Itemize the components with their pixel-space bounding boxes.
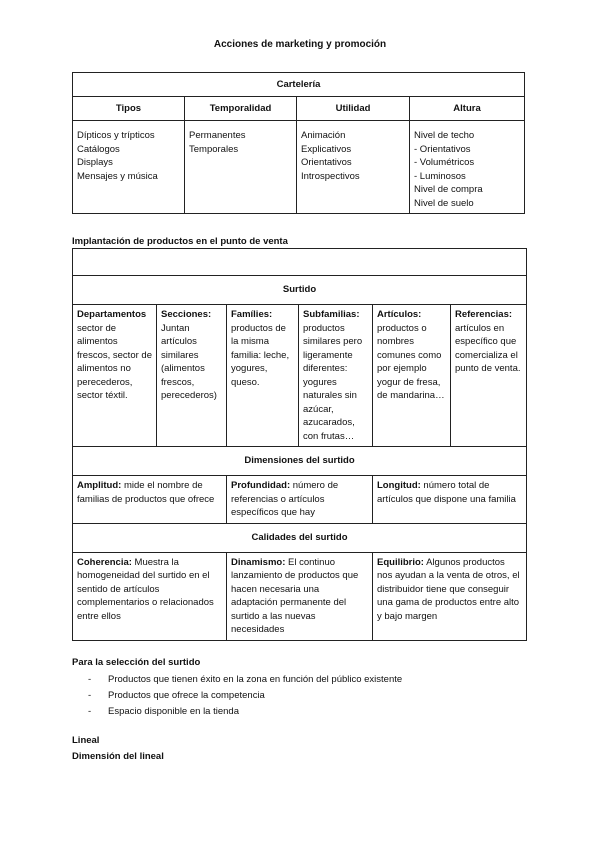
cell-line: Displays [77,157,113,168]
cell-desc: productos similares pero ligeramente diferentes: yogures naturales sin azúcar, azucarados, con frutas… [303,322,363,442]
surtido-cell [451,305,527,447]
surtido-cell [73,305,157,447]
cell-desc: número de referencias o artículos específicos que hay [231,480,339,518]
cell-line: - Volumétricos [414,157,475,168]
cell-term: Equilibrio: [377,556,424,568]
cell-line: Nivel de suelo [414,197,474,209]
cell-line: Animación [301,130,346,141]
altura-cell [410,121,525,214]
cell-term: Coherencia: [77,556,132,568]
cell-line: Temporales [189,143,239,155]
cell-desc: artículos en específico que comercializa el punto de venta. [455,322,521,374]
tipos-cell [73,121,185,214]
temporalidad-cell [185,121,297,214]
cell-term: Subfamilias: [303,309,360,320]
lineal-subtitle: Dimensión del lineal [72,751,164,762]
cell-desc: Muestra la homogeneidad del surtido en el sentido de artículos complementarios o relacionados entre ellos [77,556,214,622]
cell-desc: El continuo lanzamiento de productos que hacen necesaria una adaptación permanente del surtido a las nuevas necesidades [231,556,359,635]
cell-term: Longitud: [377,480,421,491]
cell-line: Nivel de compra [414,184,483,195]
surtido-cell [157,305,227,447]
calidad-cell [227,552,373,640]
surtido-cell [227,305,299,447]
cell-desc: Algunos productos nos ayudan a la venta de otros, el distribuidor tiene que conseguir una gama de productos entre alto y bajo margen [377,556,520,622]
calidades-header: Calidades del surtido [73,523,527,552]
dimension-cell [227,476,373,524]
dimensiones-header: Dimensiones del surtido [73,447,527,476]
cell-desc: productos de la misma familia: leche, yogures, queso. [231,322,290,388]
surtido-table [72,248,527,641]
lineal-section [72,733,164,765]
surtido-cell [299,305,373,447]
cell-line: Explicativos [301,143,352,155]
cell-line: Catálogos [77,143,120,155]
document-title: Acciones de marketing y promoción [213,39,387,50]
calidad-cell [73,552,227,640]
column-header-temporalidad: Temporalidad [185,97,297,121]
cell-term: Referencias: [455,309,513,320]
seleccion-list [72,672,402,720]
surtido-cell [373,305,451,447]
cell-line: - Luminosos [414,170,466,182]
utilidad-cell [297,121,410,214]
list-item: - Espacio disponible en la tienda [72,704,402,720]
cell-desc: número total de artículos que dispone una familia [377,480,516,505]
seleccion-title: Para la selección del surtido [72,657,201,668]
cell-line: Orientativos [301,157,352,168]
cell-term: Amplitud: [77,480,122,491]
cell-desc: mide el nombre de familias de productos que ofrece [77,480,215,505]
cell-desc: productos o nombres comunes como por ejemplo yogur de fresa, de mandarina… [377,322,445,401]
cell-term: Departamentos [77,309,147,320]
column-header-utilidad: Utilidad [297,97,410,121]
seleccion-section [72,656,402,720]
cell-term: Secciones: [161,309,212,320]
column-header-tipos: Tipos [73,97,185,121]
dimension-cell [73,476,227,524]
calidad-cell [373,552,527,640]
carteleria-header: Cartelería [73,73,525,97]
empty-row [73,249,527,276]
implantacion-label: Implantación de productos en el punto de venta [72,236,288,247]
cell-desc: Juntan artículos similares (alimentos frescos, perecederos) [161,322,217,401]
cell-line: Nivel de techo [414,130,475,141]
cell-term: Artículos: [377,309,422,320]
list-item: - Productos que tienen éxito en la zona en función del público existente [72,672,402,688]
cell-line: Introspectivos [301,170,360,182]
surtido-header: Surtido [73,276,527,305]
cell-line: Mensajes y música [77,170,158,182]
cell-term: Dinamismo: [231,556,286,568]
cell-line: Permanentes [189,130,246,141]
column-header-altura: Altura [410,97,525,121]
dimension-cell [373,476,527,524]
cell-term: Famílies: [231,309,273,320]
cell-line: Dípticos y trípticos [77,130,155,141]
carteleria-table [72,72,525,214]
lineal-title: Lineal [72,735,100,746]
cell-term: Profundidad: [231,480,291,491]
cell-desc: sector de alimentos frescos, sector de alimentos no perecederos, sector téxtil. [77,322,152,401]
list-item: - Productos que ofrece la competencia [72,688,402,704]
cell-line: - Orientativos [414,143,471,155]
